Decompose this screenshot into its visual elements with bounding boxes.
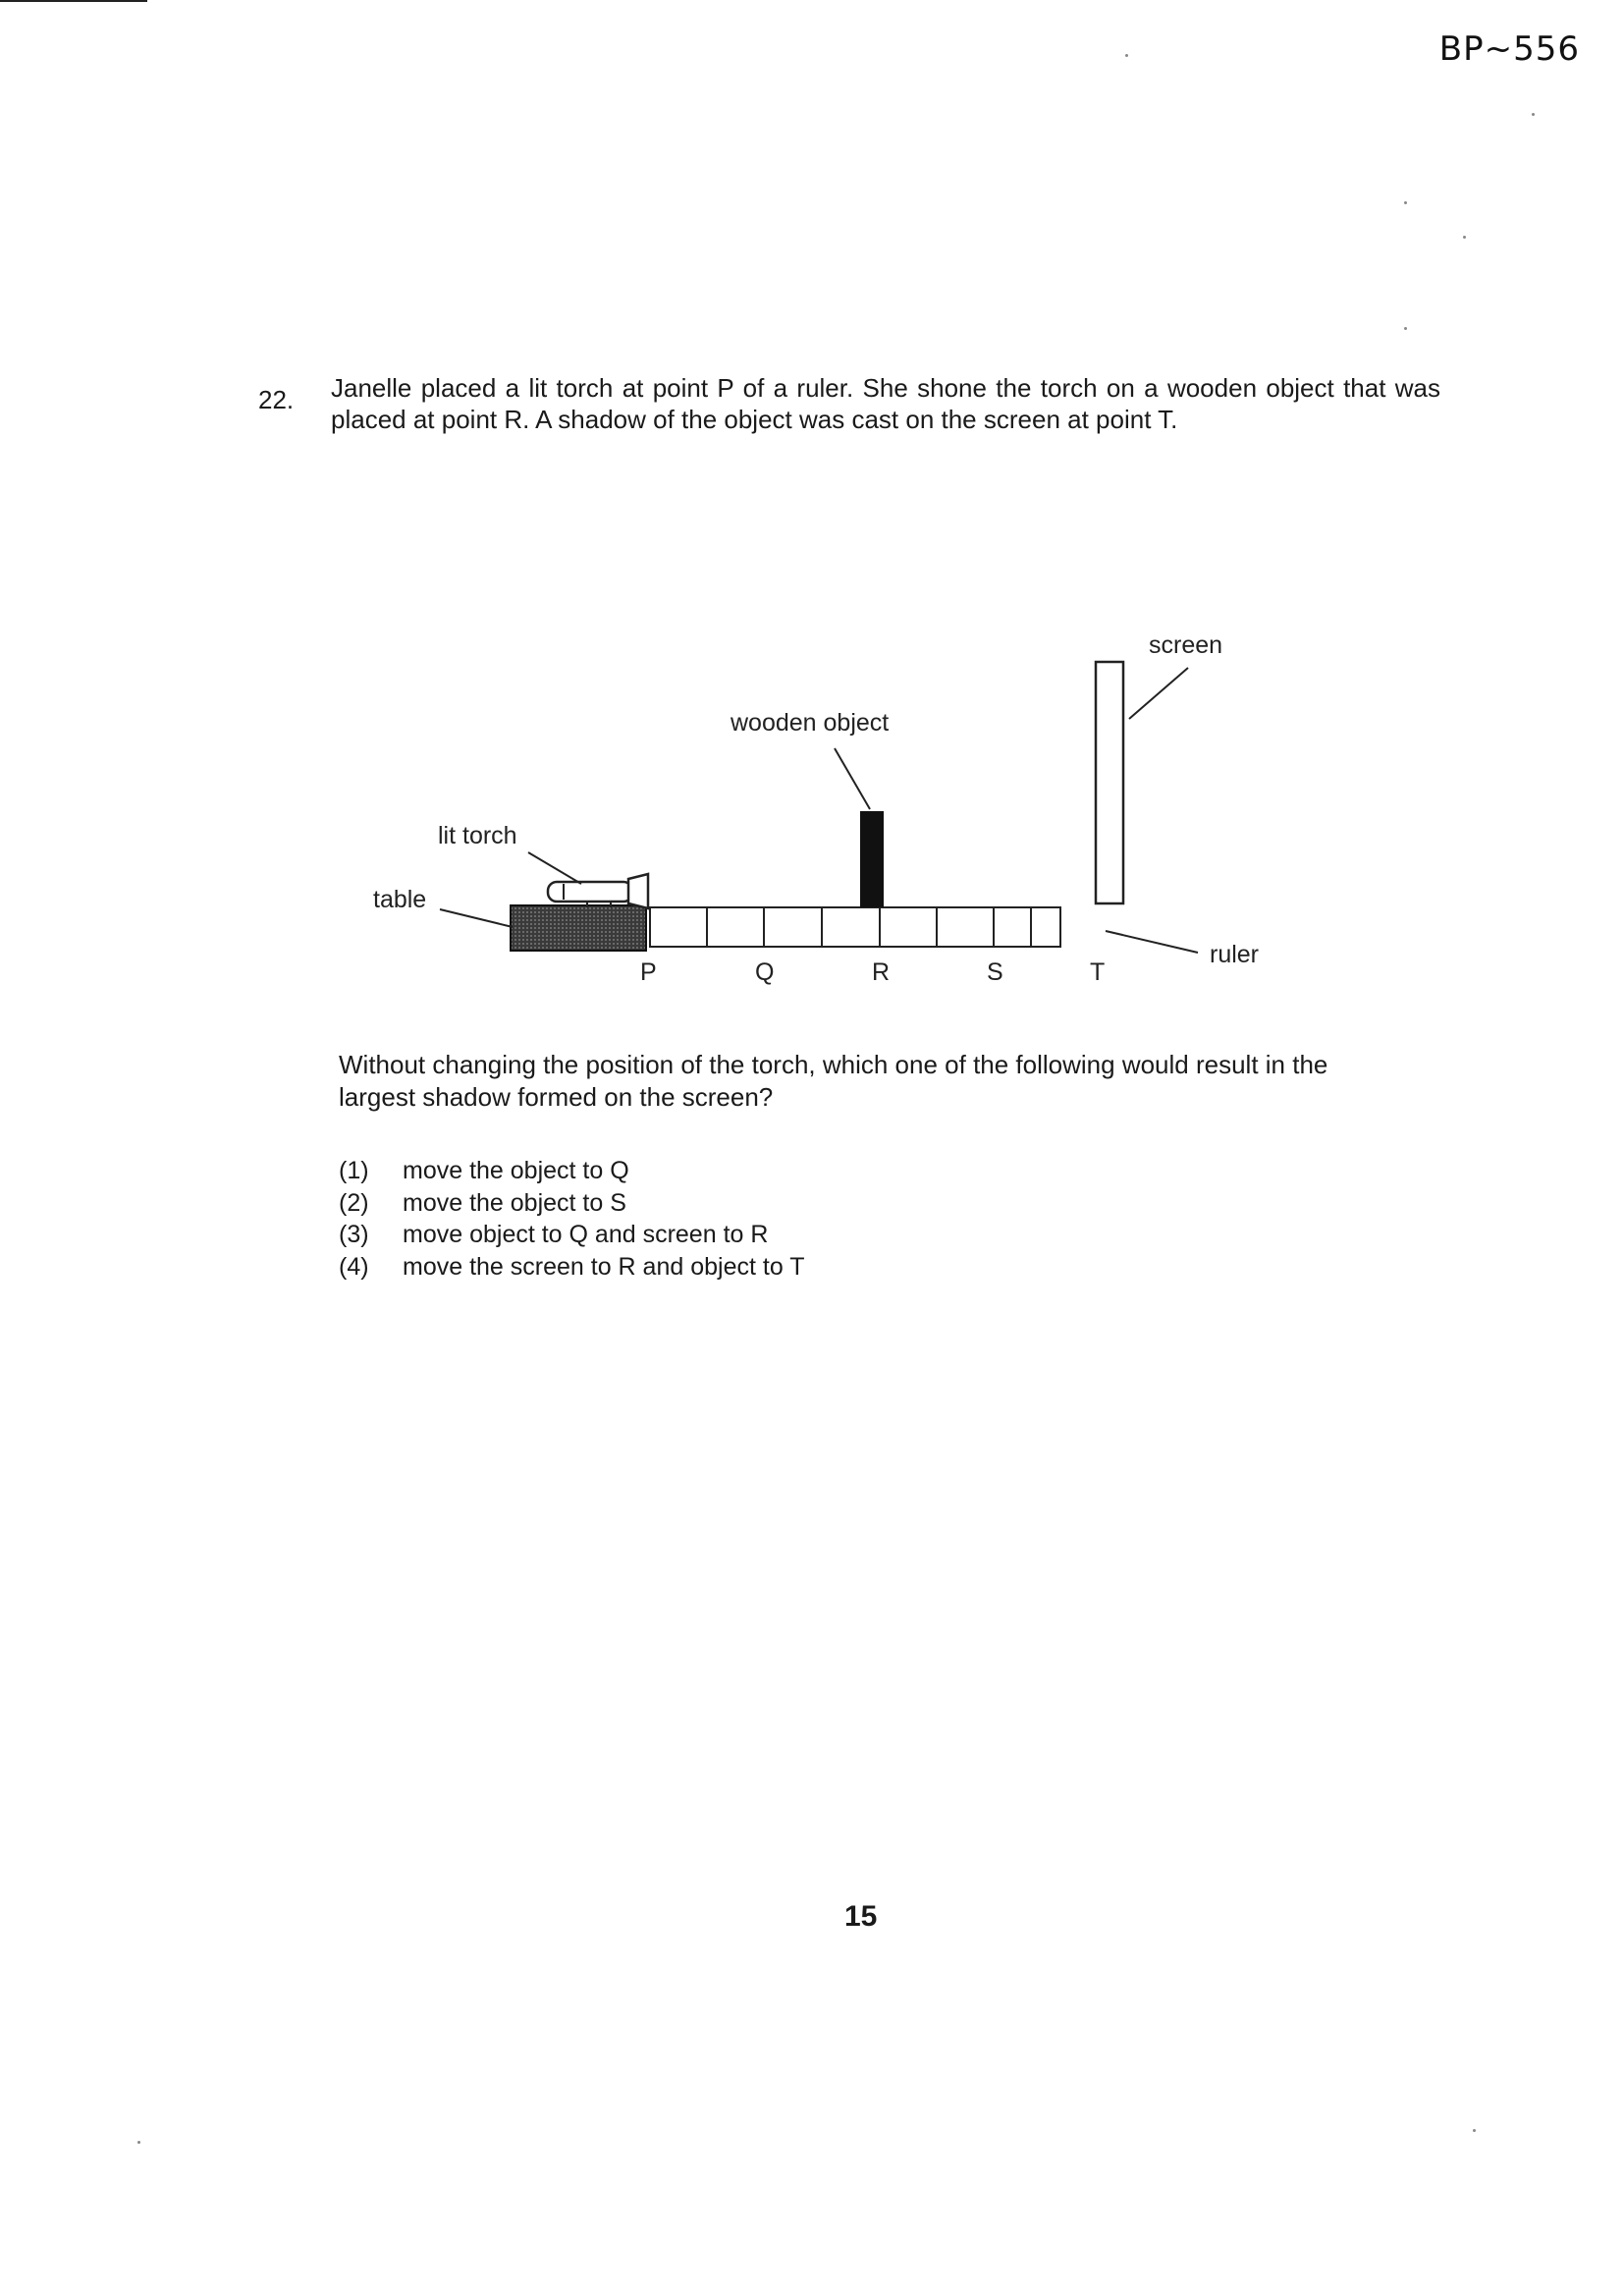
experiment-diagram (353, 629, 1335, 1002)
option-3[interactable] (339, 1219, 805, 1251)
question-text: Janelle placed a lit torch at point P of a ruler. She shone the torch on a wooden object that was placed at point R. A shadow of the object was cast on the screen at point T. (331, 373, 1440, 434)
scan-speck (1125, 54, 1128, 57)
option-number: (2) (339, 1188, 369, 1217)
lit-torch-label: lit torch (438, 822, 517, 849)
question-number: 22. (258, 385, 295, 414)
option-1[interactable] (339, 1155, 805, 1187)
paper-code: BP~556 (1438, 29, 1580, 69)
answer-options (339, 1155, 805, 1283)
point-r-label: R (872, 958, 891, 986)
scan-speck (1404, 201, 1407, 204)
top-rule (0, 0, 147, 2)
scan-speck (137, 2141, 140, 2144)
option-text: move the object to Q (403, 1157, 629, 1184)
option-text: move the object to S (403, 1188, 626, 1217)
point-p-label: P (640, 958, 657, 986)
option-4[interactable] (339, 1251, 805, 1284)
question-prompt: Without changing the position of the torch, which one of the following would result in the largest shadow formed on the screen? (339, 1050, 1328, 1112)
scan-speck (1404, 327, 1407, 330)
option-2[interactable] (339, 1187, 805, 1220)
option-text: move the screen to R and object to T (403, 1252, 805, 1281)
torch-drawing (548, 874, 648, 908)
option-text: move object to Q and screen to R (403, 1221, 769, 1248)
page-number: 15 (844, 1900, 878, 1933)
scan-speck (1473, 2129, 1476, 2132)
point-s-label: S (987, 958, 1003, 986)
table-label: table (373, 886, 427, 913)
screen-label: screen (1149, 631, 1223, 659)
wooden-object-block (860, 811, 884, 907)
option-number: (3) (339, 1221, 369, 1248)
option-number: (4) (339, 1252, 369, 1281)
diagram-drawing (353, 629, 1335, 1002)
point-t-label: T (1090, 958, 1106, 986)
scan-speck (1532, 113, 1535, 116)
ruler-drawing (650, 907, 1060, 947)
option-number: (1) (339, 1157, 369, 1184)
scan-speck (1463, 236, 1466, 239)
ruler-label: ruler (1210, 941, 1260, 968)
wooden-object-label: wooden object (731, 709, 890, 737)
point-q-label: Q (755, 958, 775, 986)
screen-board (1096, 662, 1123, 903)
table-block (511, 905, 646, 951)
